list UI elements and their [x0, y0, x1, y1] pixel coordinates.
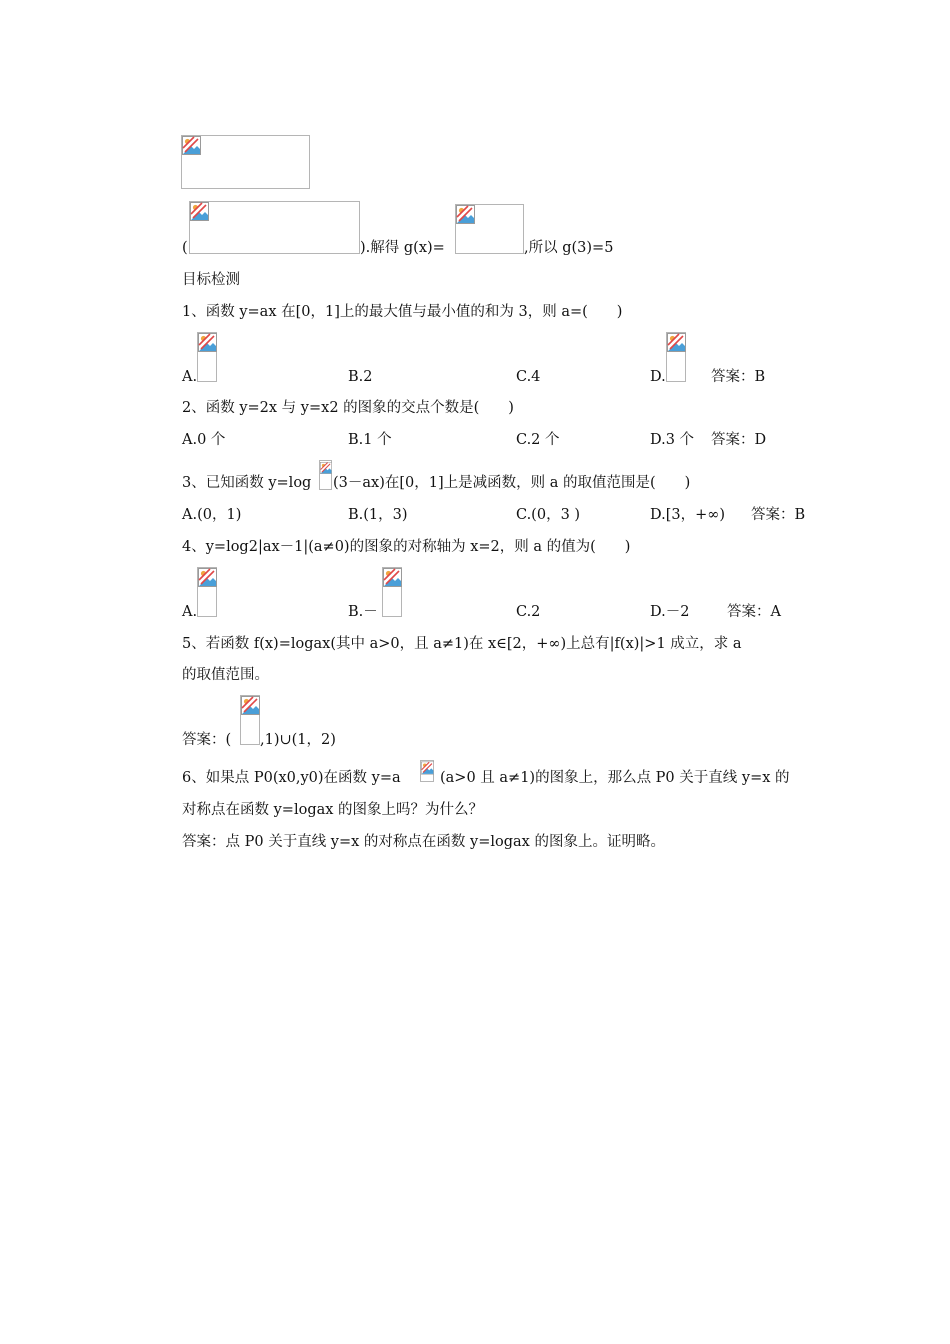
- q3-option-a: A.(0，1): [182, 507, 242, 523]
- broken-image-icon: [383, 568, 402, 587]
- q3-stem-after: (3－ax)在[0，1]上是减函数，则 a 的取值范围是( ): [333, 475, 691, 491]
- q2-option-a: A.0 个: [182, 432, 226, 448]
- broken-image-icon: [667, 333, 686, 352]
- q1-option-a: A.: [182, 369, 198, 385]
- broken-image-icon: [190, 202, 209, 221]
- q1-option-a-image: [197, 332, 217, 382]
- broken-image-icon: [421, 761, 440, 780]
- q3-stem-before: 3、已知函数 y=log: [182, 475, 312, 491]
- q2-option-d: D.3 个: [650, 432, 695, 448]
- q3-option-d: D.[3，+∞): [650, 507, 725, 523]
- q2-option-c: C.2 个: [516, 432, 560, 448]
- intro-middle-text: ).解得 g(x)=: [360, 240, 445, 256]
- q5-answer-suffix: ,1)∪(1，2): [260, 732, 336, 748]
- q6-line-2: 对称点在函数 y=logax 的图象上吗？为什么？: [182, 802, 484, 818]
- q2-stem: 2、函数 y=2x 与 y=x2 的图象的交点个数是( ): [182, 400, 514, 416]
- q1-option-d: D.: [650, 369, 666, 385]
- q5-answer-prefix: 答案：(: [182, 732, 232, 748]
- formula-image-3: [455, 204, 524, 254]
- intro-open-paren: (: [182, 240, 188, 256]
- q3-log-base-image: [319, 460, 332, 490]
- q5-line-2: 的取值范围。: [182, 667, 269, 683]
- q4-option-c: C.2: [516, 604, 541, 620]
- q1-option-d-image: [666, 332, 686, 382]
- broken-image-icon: [198, 568, 217, 587]
- broken-image-icon: [198, 333, 217, 352]
- q6-answer: 答案：点 P0 关于直线 y=x 的对称点在函数 y=logax 的图象上。证明略。: [182, 834, 665, 850]
- broken-image-icon: [320, 461, 332, 473]
- q6-line-1-before: 6、如果点 P0(x0,y0)在函数 y=a: [182, 770, 401, 786]
- formula-image-1: [181, 135, 310, 189]
- q2-answer: 答案：D: [711, 432, 767, 448]
- q6-exponent-image: [420, 760, 434, 782]
- q1-option-b: B.2: [348, 369, 373, 385]
- q4-option-d: D.－2: [650, 604, 690, 620]
- broken-image-icon: [241, 696, 260, 715]
- q2-option-b: B.1 个: [348, 432, 392, 448]
- broken-image-icon: [456, 205, 475, 224]
- q1-option-c: C.4: [516, 369, 541, 385]
- q4-option-b: B.－: [348, 604, 378, 620]
- q4-stem: 4、y=log2|ax－1|(a≠0)的图象的对称轴为 x=2，则 a 的值为( ): [182, 539, 631, 555]
- q1-stem: 1、函数 y=ax 在[0，1]上的最大值与最小值的和为 3，则 a=( ): [182, 304, 623, 320]
- q3-option-b: B.(1，3): [348, 507, 408, 523]
- q3-option-c: C.(0，3 ): [516, 507, 581, 523]
- q4-option-a-image: [197, 567, 217, 617]
- broken-image-icon: [182, 136, 201, 155]
- q3-answer: 答案：B: [751, 507, 806, 523]
- q4-option-a: A.: [182, 604, 198, 620]
- q5-line-1: 5、若函数 f(x)=logax(其中 a>0，且 a≠1)在 x∈[2，+∞)上总有|f(x)|>1 成立，求 a: [182, 636, 742, 652]
- formula-image-2: [189, 201, 360, 254]
- q6-line-1-after: (a>0 且 a≠1)的图象上，那么点 P0 关于直线 y=x 的: [440, 770, 790, 786]
- q4-answer: 答案：A: [727, 604, 781, 620]
- q5-answer-image: [240, 695, 260, 745]
- q4-option-b-image: [382, 567, 402, 617]
- q1-answer: 答案：B: [711, 369, 766, 385]
- section-title: 目标检测: [182, 272, 240, 288]
- intro-tail-text: ,所以 g(3)=5: [524, 240, 614, 256]
